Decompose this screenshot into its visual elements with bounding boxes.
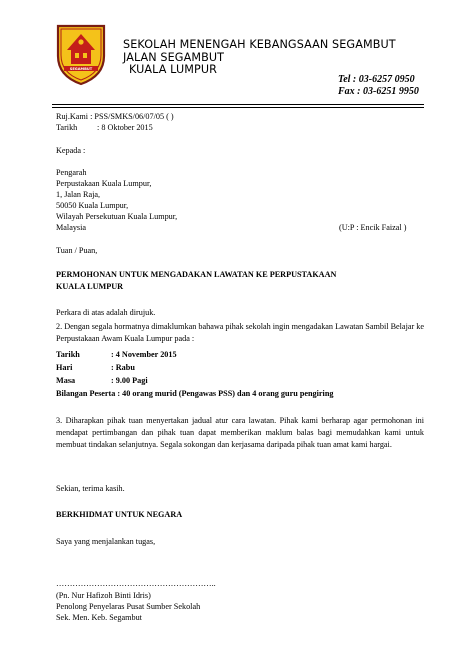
salutation: Tuan / Puan, — [56, 246, 98, 255]
detail-label: Hari — [56, 363, 73, 372]
signoff-line: Saya yang menjalankan tugas, — [56, 537, 156, 546]
reference-number: Ruj.Kami : PSS/SMKS/06/07/05 ( ) — [56, 112, 174, 121]
svg-text:SEGAMBUT: SEGAMBUT — [69, 67, 93, 72]
signatory-name: (Pn. Nur Hafizoh Binti Idris) — [56, 591, 151, 600]
closing-line: Sekian, terima kasih. — [56, 484, 125, 493]
detail-value: : 4 November 2015 — [111, 350, 177, 359]
recipient-line: Pengarah — [56, 168, 87, 177]
detail-label: Masa — [56, 376, 76, 385]
school-street: JALAN SEGAMBUT — [123, 51, 225, 64]
signature-dots: ………………………………………………….. — [56, 579, 216, 588]
signatory-title: Penolong Penyelaras Pusat Sumber Sekolah — [56, 602, 201, 611]
body-paragraph-1: Perkara di atas adalah dirujuk. — [56, 308, 156, 317]
signatory-school: Sek. Men. Keb. Segambut — [56, 613, 142, 622]
school-city: KUALA LUMPUR — [129, 63, 218, 76]
recipient-line: Wilayah Persekutuan Kuala Lumpur, — [56, 212, 178, 221]
detail-value: : Rabu — [111, 363, 135, 372]
body-paragraph-3: 3. Diharapkan pihak tuan menyertakan jadual atur cara lawatan. Pihak kami berharap agar permohonan ini mendapat pertimbangan dan pihak tuan dapat memberikan maklum balas bagi memudahkan kami untuk membuat tindakan selanjutnya. Segala sokongan dan kerjasama daripada pihak tuan amat kami hargai. — [56, 416, 424, 449]
attention-line: (U:P : Encik Faizal ) — [339, 223, 407, 232]
detail-value: : 9.00 Pagi — [111, 376, 148, 385]
date-label: Tarikh — [56, 123, 78, 132]
school-tel: Tel : 03-6257 0950 — [338, 74, 415, 85]
school-fax: Fax : 03-6251 9950 — [338, 86, 419, 97]
school-crest-logo — [52, 22, 110, 86]
body-paragraph-2: 2. Dengan segala hormatnya dimaklumkan bahawa pihak sekolah ingin mengadakan Lawatan Sambil Belajar ke Perpustakaan Awam Kuala Lumpur pada : — [56, 322, 424, 343]
letterhead-rule-thin — [52, 104, 424, 105]
subject-line-2: KUALA LUMPUR — [56, 282, 124, 291]
motto: BERKHIDMAT UNTUK NEGARA — [56, 510, 183, 519]
recipient-line: 50050 Kuala Lumpur, — [56, 201, 129, 210]
date-value: : 8 Oktober 2015 — [97, 123, 153, 132]
subject-line-1: PERMOHONAN UNTUK MENGADAKAN LAWATAN KE PERPUSTAKAAN — [56, 270, 337, 279]
recipient-line: Malaysia — [56, 223, 87, 232]
participants-line: Bilangan Peserta : 40 orang murid (Pengawas PSS) dan 4 orang guru pengiring — [56, 389, 334, 398]
detail-label: Tarikh — [56, 350, 80, 359]
recipient-line: Perpustakaan Kuala Lumpur, — [56, 179, 152, 188]
recipient-line: 1, Jalan Raja, — [56, 190, 101, 199]
kepada-label: Kepada : — [56, 146, 86, 155]
school-name: SEKOLAH MENENGAH KEBANGSAAN SEGAMBUT — [123, 38, 396, 51]
letterhead-rule-thick — [52, 107, 424, 108]
